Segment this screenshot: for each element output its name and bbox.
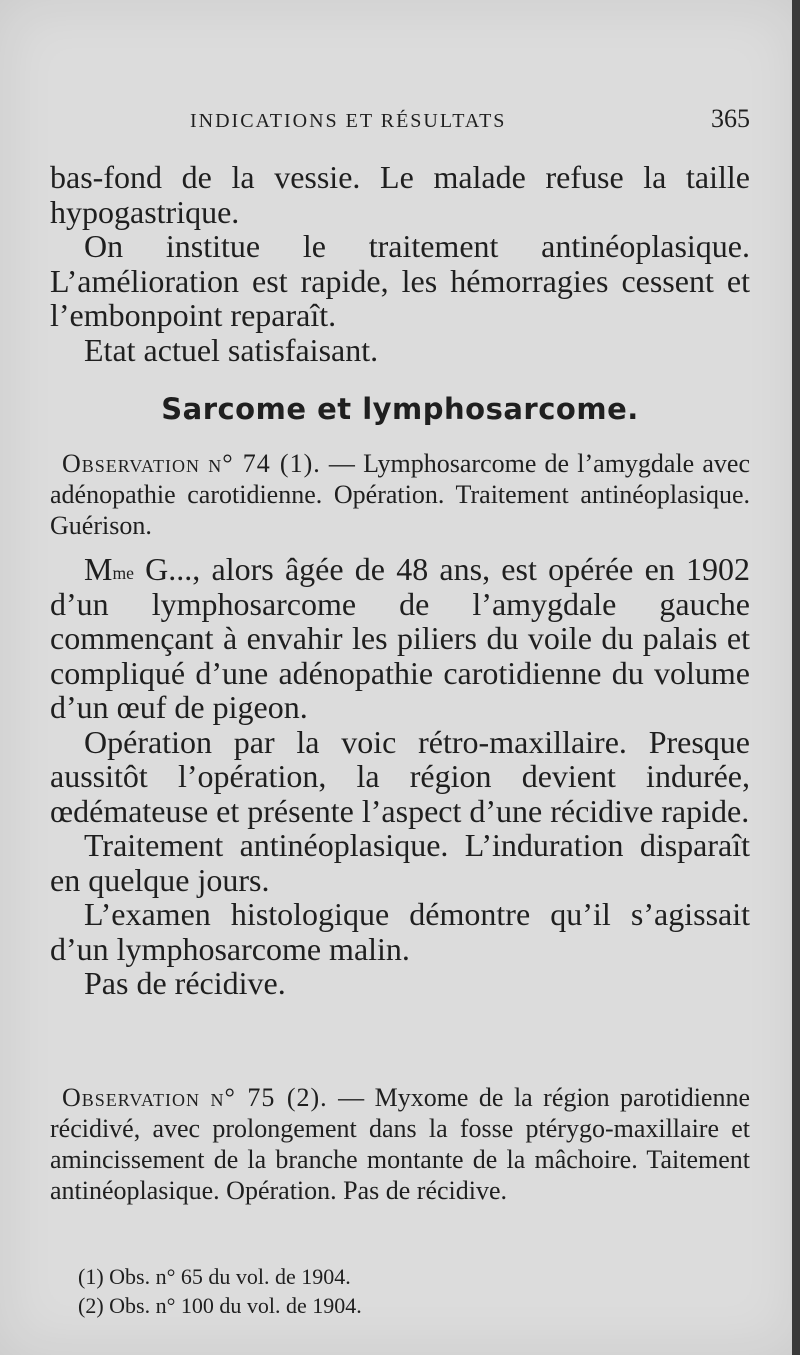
running-header <box>190 104 750 134</box>
paragraph: Pas de récidive. <box>84 965 286 1001</box>
page-edge <box>792 0 800 1355</box>
honorific-superscript: me <box>112 563 134 583</box>
observation-number: n° 75 (2). <box>210 1083 328 1112</box>
paragraph: bas-fond de la vessie. Le malade refuse la taille hypogastrique. <box>50 159 750 230</box>
footnote: (1) Obs. n° 65 du vol. de 1904. <box>78 1264 351 1289</box>
observation-label: Observation <box>62 1083 201 1112</box>
paragraph: On institue le traitement antinéoplasique. L’amélioration est rapide, les hémorragies cessent et l’embonpoint reparaît. <box>50 228 750 333</box>
section-heading: Sarcome et lymphosarcome. <box>161 392 639 426</box>
footnotes <box>78 1262 578 1320</box>
observation-number: n° 74 (1). <box>208 449 321 478</box>
paragraph: L’examen histologique démontre qu’il s’agissait d’un lymphosarcome malin. <box>50 896 750 967</box>
observation-label: Observation <box>62 449 201 478</box>
paragraph: Opération par la voic rétro-maxillaire. Presque aussitôt l’opération, la région devient indurée, œdémateuse et présente l’aspect d’une récidive rapide. <box>50 723 750 829</box>
footnote: (2) Obs. n° 100 du vol. de 1904. <box>78 1293 362 1318</box>
observation-summary: — Myxome de la région parotidienne récidivé, avec prolongement dans la fosse ptérygo-maxillaire et amincissement de la branche montante de la mâchoire. Taitement antinéoplasique. Opération. Pas de récidive. <box>50 1083 751 1205</box>
observation-74-summary <box>50 448 750 541</box>
running-title: INDICATIONS ET RÉSULTATS <box>190 110 507 132</box>
observation-75-summary <box>50 1082 750 1206</box>
observation-summary: — Lymphosarcome de l’amygdale avec adénopathie carotidienne. Opération. Traitement antinéoplasique. Guérison. <box>50 449 751 540</box>
observation-74-body <box>50 552 750 1001</box>
page-number: 365 <box>711 104 750 133</box>
continuation-text <box>50 160 750 367</box>
paragraph: Traitement antinéoplasique. L’induration disparaît en quelque jours. <box>50 827 750 898</box>
paragraph <box>50 552 750 725</box>
honorific: M <box>84 551 113 587</box>
paragraph: Etat actuel satisfaisant. <box>84 331 379 368</box>
paragraph-text: G..., alors âgée de 48 ans, est opérée en 1902 d’un lymphosarcome de l’amygdale gauche commençant à envahir les piliers du voile du palais et compliqué d’une adénopathie carotidienne du volume d’un œuf de pigeon. <box>50 551 750 725</box>
